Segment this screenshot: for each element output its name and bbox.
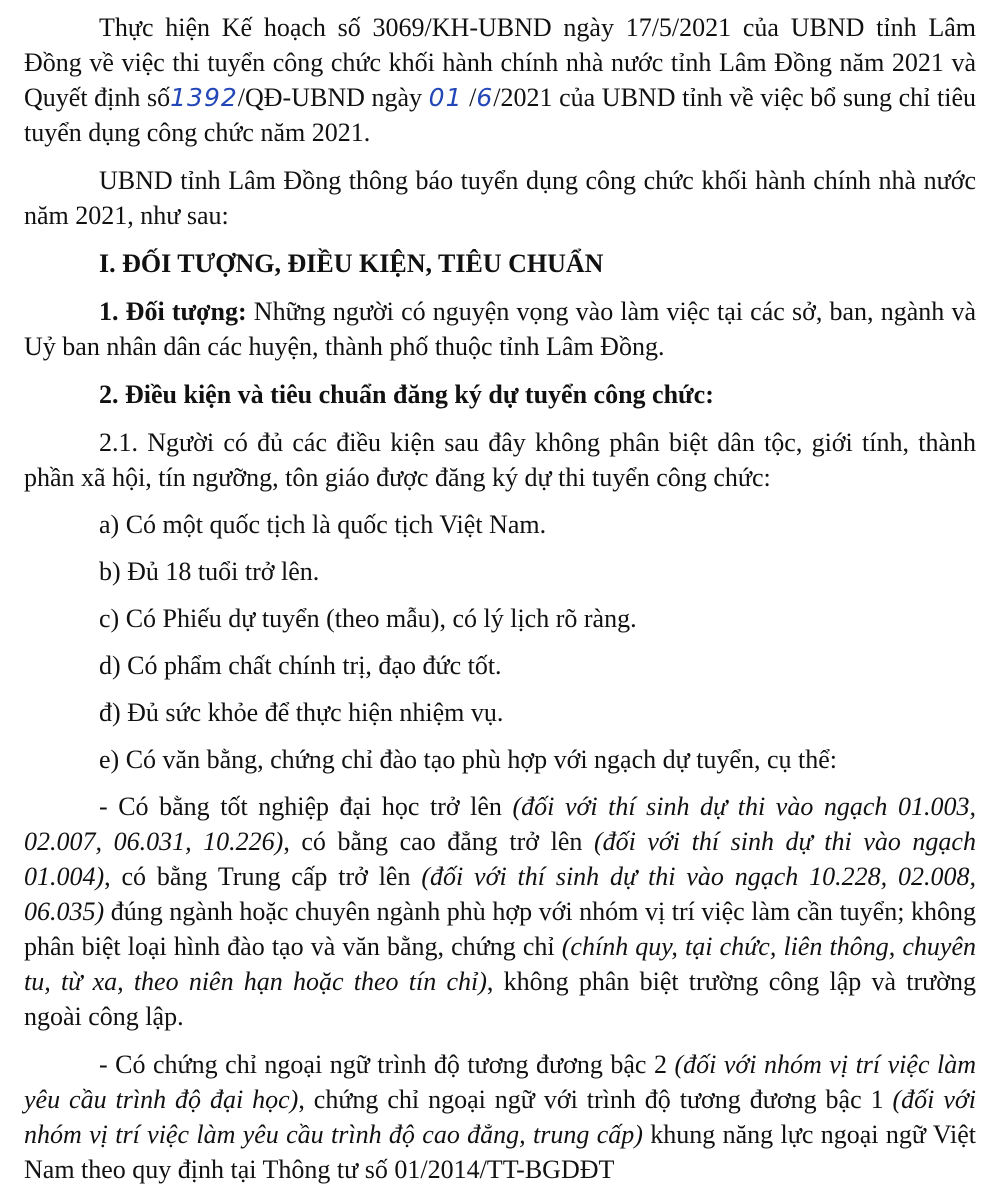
bullet1-text-5: , không phân biệt trường công lập và trường ngoài công lập.: [24, 967, 976, 1031]
condition-item-b: b) Đủ 18 tuổi trở lên.: [99, 557, 320, 586]
intro-text-c: /: [469, 83, 477, 112]
condition-item-c: c) Có Phiếu dự tuyển (theo mẫu), có lý lịch rõ ràng.: [99, 604, 637, 633]
intro-text-a: Thực hiện Kế hoạch số 3069/KH-UBND ngày 17/5/2021 của UBND tỉnh Lâm Đồng về việc thi tuyển công chức khối hành chính nhà nước tỉnh Lâm Đồng năm 2021 và Quyết định số: [24, 13, 976, 112]
condition-item-d: d) Có phẩm chất chính trị, đạo đức tốt.: [99, 651, 502, 680]
degree-requirement-bullet: [24, 789, 976, 1034]
subsection-2-title: 2. Điều kiện và tiêu chuẩn đăng ký dự tuyển công chức:: [99, 380, 714, 409]
bullet1-italic-2: (đối với thí sinh dự thi vào ngạch 01.004): [24, 827, 976, 891]
bullet1-text-1: - Có bằng tốt nghiệp đại học trở lên: [99, 792, 513, 821]
bullet1-text-3: , có bằng Trung cấp trở lên: [104, 862, 422, 891]
bullet1-text-4: đúng ngành hoặc chuyên ngành phù hợp với nhóm vị trí việc làm cần tuyển; không phân biệt loại hình đào tạo và văn bằng, chứng chỉ: [24, 897, 976, 961]
intro-text-d: /2021 của UBND tỉnh về việc bổ sung chỉ tiêu tuyển dụng công chức năm 2021.: [24, 83, 976, 147]
bullet2-text-2: , chứng chỉ ngoại ngữ với trình độ tương đương bậc 1: [298, 1085, 893, 1114]
bullet2-text-3: khung năng lực ngoại ngữ Việt Nam theo quy định tại Thông tư số 01/2014/TT-BGDĐT: [24, 1120, 977, 1184]
paragraph-2-1: 2.1. Người có đủ các điều kiện sau đây không phân biệt dân tộc, giới tính, thành phần xã hội, tín ngưỡng, tôn giáo được đăng ký dự thi tuyển công chức:: [24, 428, 976, 492]
handwritten-month: 6: [476, 83, 494, 112]
handwritten-day: 01: [428, 83, 463, 112]
language-requirement-bullet: [24, 1047, 976, 1187]
subsection-1-text: Những người có nguyện vọng vào làm việc tại các sở, ban, ngành và Uỷ ban nhân dân các huyện, thành phố thuộc tỉnh Lâm Đồng.: [24, 297, 976, 361]
bullet1-italic-4: (chính quy, tại chức, liên thông, chuyên tu, từ xa, theo niên hạn hoặc theo tín chỉ): [24, 932, 976, 996]
bullet1-italic-1: (đối với thí sinh dự thi vào ngạch 01.003, 02.007, 06.031, 10.226): [24, 792, 976, 856]
condition-item-dd: đ) Đủ sức khỏe để thực hiện nhiệm vụ.: [99, 698, 504, 727]
bullet1-italic-3: (đối với thí sinh dự thi vào ngạch 10.228, 02.008, 06.035): [24, 862, 976, 926]
section-1-title: I. ĐỐI TƯỢNG, ĐIỀU KIỆN, TIÊU CHUẨN: [99, 249, 604, 278]
intro-text-b: /QĐ-UBND ngày: [237, 83, 423, 112]
handwritten-decision-number: 1392: [170, 83, 238, 112]
condition-item-a: a) Có một quốc tịch là quốc tịch Việt Nam.: [99, 510, 547, 539]
subsection-1-label: 1. Đối tượng:: [99, 297, 247, 326]
bullet1-text-2: , có bằng cao đẳng trở lên: [283, 827, 594, 856]
subsection-1: [24, 294, 976, 364]
bullet2-italic-1: (đối với nhóm vị trí việc làm yêu cầu trình độ đại học): [24, 1050, 976, 1114]
intro-paragraph-2: UBND tỉnh Lâm Đồng thông báo tuyển dụng công chức khối hành chính nhà nước năm 2021, như sau:: [24, 166, 976, 230]
intro-paragraph-1: [24, 10, 976, 150]
bullet2-text-1: - Có chứng chỉ ngoại ngữ trình độ tương đương bậc 2: [99, 1050, 675, 1079]
bullet2-italic-2: (đối với nhóm vị trí việc làm yêu cầu trình độ cao đẳng, trung cấp): [24, 1085, 976, 1149]
condition-item-e: e) Có văn bằng, chứng chỉ đào tạo phù hợp với ngạch dự tuyển, cụ thể:: [99, 745, 838, 774]
